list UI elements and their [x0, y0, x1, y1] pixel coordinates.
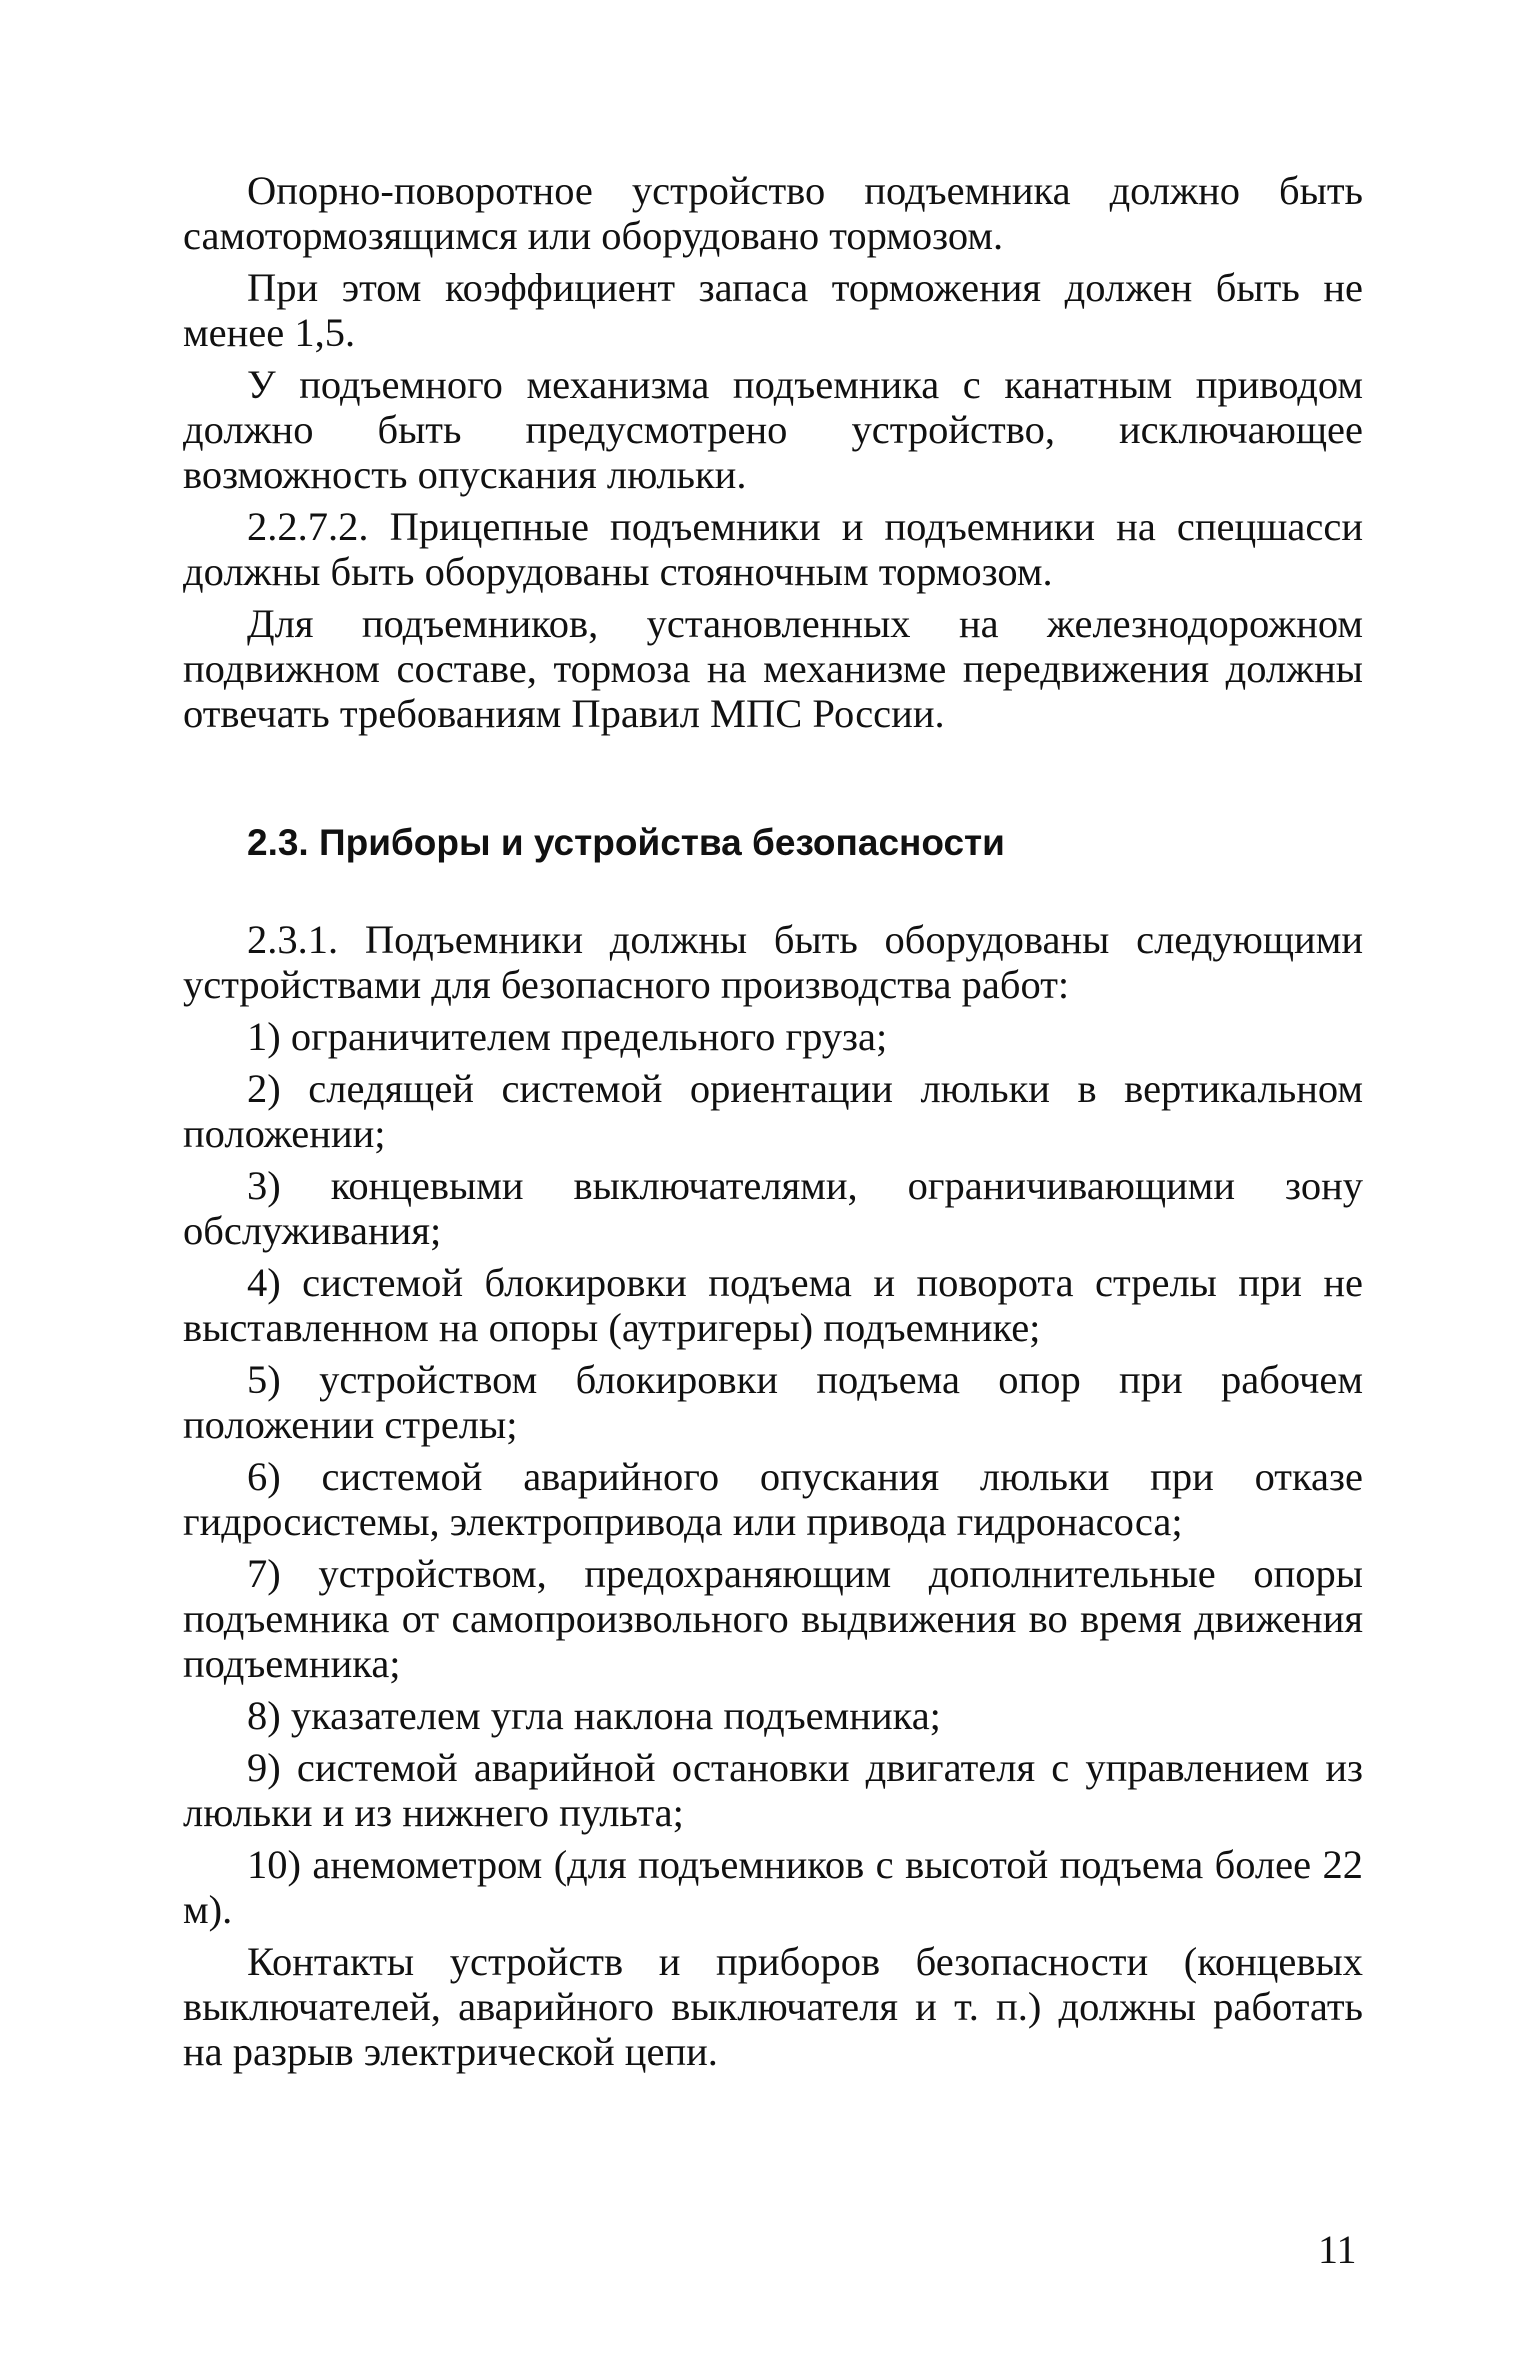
list-item-10: 10) анемометром (для подъемников с высотой подъема более 22 м).: [183, 1842, 1363, 1932]
text-column: [183, 168, 1363, 2081]
list-item-9: 9) системой аварийной остановки двигателя с управлением из люльки и из нижнего пульта;: [183, 1745, 1363, 1835]
section-heading: 2.3. Приборы и устройства безопасности: [247, 822, 1005, 863]
list-item-5: 5) устройством блокировки подъема опор при рабочем положении стрелы;: [183, 1357, 1363, 1447]
list-item-1: 1) ограничителем предельного груза;: [247, 1014, 888, 1059]
paragraph-2-3-1: 2.3.1. Подъемники должны быть оборудованы следующими устройствами для безопасного производства работ:: [183, 917, 1363, 1007]
paragraph-railway-lifts: Для подъемников, установленных на железнодорожном подвижном составе, тормоза на механизме передвижения должны отвечать требованиям Правил МПС России.: [183, 601, 1363, 736]
list-item-2: 2) следящей системой ориентации люльки в вертикальном положении;: [183, 1066, 1363, 1156]
paragraph-contacts: Контакты устройств и приборов безопасности (концевых выключателей, аварийного выключателя и т. п.) должны работать на разрыв электрической цепи.: [183, 1939, 1363, 2074]
paragraph-rope-drive: У подъемного механизма подъемника с канатным приводом должно быть предусмотрено устройство, исключающее возможность опускания люльки.: [183, 362, 1363, 497]
list-item-7: 7) устройством, предохраняющим дополнительные опоры подъемника от самопроизвольного выдвижения во время движения подъемника;: [183, 1551, 1363, 1686]
list-item-4: 4) системой блокировки подъема и поворота стрелы при не выставленном на опоры (аутригеры) подъемнике;: [183, 1260, 1363, 1350]
paragraph-2-2-7-2: 2.2.7.2. Прицепные подъемники и подъемники на спецшасси должны быть оборудованы стояночным тормозом.: [183, 504, 1363, 594]
paragraph-brake-safety-factor: При этом коэффициент запаса торможения должен быть не менее 1,5.: [183, 265, 1363, 355]
list-item-3: 3) концевыми выключателями, ограничивающими зону обслуживания;: [183, 1163, 1363, 1253]
page-number: 11: [1318, 2227, 1357, 2272]
list-item-8: 8) указателем угла наклона подъемника;: [247, 1693, 941, 1738]
paragraph-turntable-brake: Опорно-поворотное устройство подъемника должно быть самотормозящимся или оборудовано тормозом.: [183, 168, 1363, 258]
list-item-6: 6) системой аварийного опускания люльки при отказе гидросистемы, электропривода или привода гидронасоса;: [183, 1454, 1363, 1544]
